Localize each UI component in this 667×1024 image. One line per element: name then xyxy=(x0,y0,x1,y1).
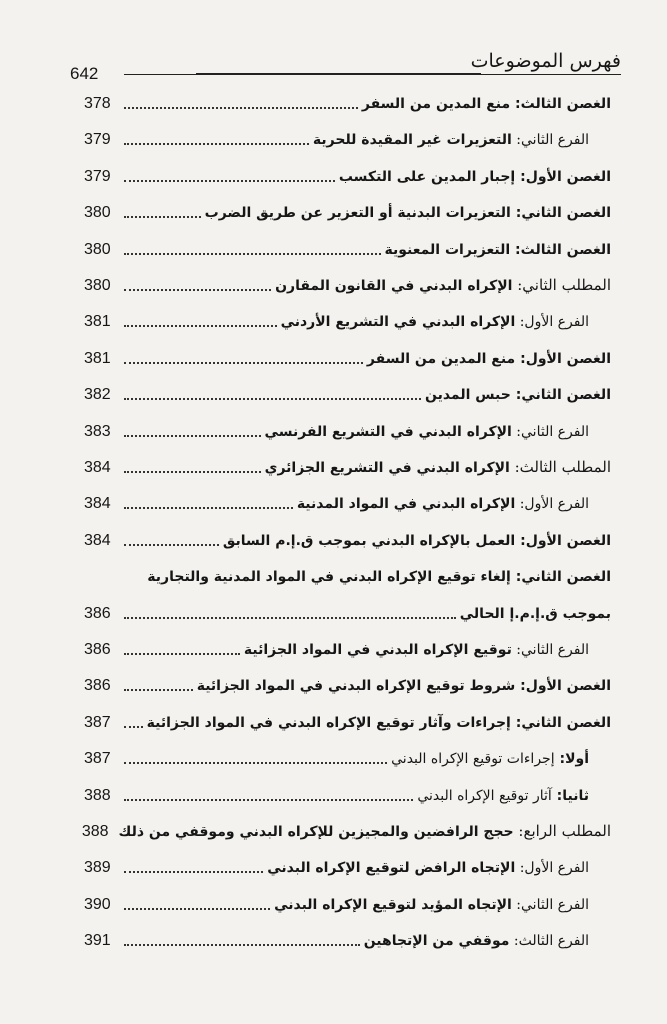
toc-entry-label xyxy=(223,531,611,551)
toc-entry-page: 387 xyxy=(84,750,111,768)
toc-entry-label xyxy=(417,786,589,806)
dot-leader xyxy=(124,362,363,364)
dot-leader xyxy=(124,289,271,291)
toc-entry-label xyxy=(265,422,589,442)
toc-entry-title: منع المدين من السفر xyxy=(361,96,511,112)
toc-entry-page: 379 xyxy=(84,167,111,185)
toc-entry-title: الإتجاه المؤيد لتوقيع الإكراه البدني xyxy=(274,896,512,913)
toc-entry xyxy=(84,707,611,733)
toc-entry-page: 386 xyxy=(84,677,111,695)
toc-entry-kind: المطلب الثالث: xyxy=(509,458,611,476)
toc-entry xyxy=(84,270,611,296)
toc-entry-label xyxy=(391,749,589,769)
dot-leader xyxy=(124,180,335,182)
toc-entry-label xyxy=(339,167,611,187)
toc-entry-label xyxy=(275,275,611,296)
dot-leader xyxy=(124,871,263,873)
toc-entry-title: الإكراه البدني في التشريع الفرنسي xyxy=(264,423,512,440)
toc-entry-page: 388 xyxy=(84,786,111,804)
toc-entry xyxy=(84,925,589,951)
toc-entry xyxy=(84,561,611,587)
toc-entry-title: الإتجاه الرافض لتوقيع الإكراه البدني xyxy=(267,860,516,877)
dot-leader xyxy=(124,762,387,764)
toc-entry-kind: الغصن الأول: xyxy=(515,532,611,549)
toc-entry-label xyxy=(119,821,611,842)
toc-entry xyxy=(84,670,611,696)
toc-entry-page: 378 xyxy=(84,95,111,112)
toc-entry-kind: الفرع الثاني: xyxy=(511,132,589,149)
toc-entry-label xyxy=(362,94,611,114)
toc-entry xyxy=(84,488,589,514)
toc-entry-kind: الغصن الأول: xyxy=(515,678,611,695)
toc-entry-page: 386 xyxy=(84,604,111,622)
toc-entry-page: 381 xyxy=(84,313,111,331)
toc-entry-kind: الفرع الأول: xyxy=(515,496,589,513)
toc-entry xyxy=(84,598,611,624)
toc-entry-kind: الغصن الثاني: xyxy=(510,387,611,404)
toc-entry-kind: الفرع الثاني: xyxy=(511,423,589,440)
toc-entry-kind: الغصن الأول: xyxy=(515,168,611,185)
toc-entry-title: إلغاء توقيع الإكراه البدني في المواد المدنية والتجارية xyxy=(147,569,511,586)
toc-entry xyxy=(84,161,611,187)
dot-leader xyxy=(124,325,277,327)
toc-entry-page: 388 xyxy=(81,823,109,840)
toc-entry-title: الإكراه البدني في القانون المقارن xyxy=(275,278,513,294)
toc-entry xyxy=(84,780,589,806)
toc-entry-title: حبس المدين xyxy=(424,387,511,404)
toc-entry-title: الإكراه البدني في التشريع الجزائري xyxy=(264,460,510,476)
toc-entry-label xyxy=(197,676,611,696)
toc-entry-page: 384 xyxy=(84,531,111,549)
toc-entry-kind: الغصن الثالث: xyxy=(510,241,611,258)
toc-entry-label xyxy=(267,858,589,878)
toc-entry-kind: الفرع الأول: xyxy=(515,860,589,877)
toc-entry xyxy=(84,525,611,551)
dot-leader xyxy=(124,398,421,400)
toc-entry-title: الإكراه البدني في المواد المدنية xyxy=(296,496,516,513)
toc-entry xyxy=(81,816,611,842)
running-header-title: فهرس الموضوعات xyxy=(470,50,621,72)
toc-entry-page: 390 xyxy=(84,895,111,913)
toc-entry xyxy=(84,452,611,478)
dot-leader xyxy=(124,471,261,473)
toc-entry-kind: الفرع الثاني: xyxy=(511,896,589,913)
toc-entry-page: 380 xyxy=(84,277,111,294)
toc-entry-kind: الغصن الثاني: xyxy=(510,205,611,222)
toc-entry-title: إجبار المدين على التكسب xyxy=(338,168,516,185)
toc-entry-label xyxy=(281,312,589,332)
dot-leader xyxy=(124,435,261,437)
toc-entry-label xyxy=(297,494,589,514)
toc-entry-title: التعزيرات البدنية أو التعزير عن طريق الضرب xyxy=(204,205,511,222)
toc-entry-label xyxy=(147,713,611,733)
toc-entry-kind: الفرع الثاني: xyxy=(511,642,589,658)
toc-entry-title: شروط توقيع الإكراه البدني في المواد الجزائية xyxy=(196,678,516,695)
toc-entry xyxy=(84,306,589,332)
toc-entry-title: الإكراه البدني في التشريع الأردني xyxy=(280,314,516,331)
toc-entry-page: 381 xyxy=(84,349,111,367)
toc-entry-title: موقفي من الإتجاهين xyxy=(363,933,510,950)
toc-entry-label xyxy=(367,349,611,369)
toc-entry-title: توقيع الإكراه البدني في المواد الجزائية xyxy=(243,642,512,658)
toc-entry-page: 389 xyxy=(84,859,111,877)
toc-entry-title: حجج الرافضين والمجيزين للإكراه البدني وموقفي من ذلك xyxy=(118,824,514,840)
dot-leader xyxy=(124,143,309,145)
toc-entry xyxy=(84,889,589,915)
toc-entry-kind: ثانيا: xyxy=(551,787,589,804)
dot-leader xyxy=(124,107,358,109)
toc-entry-page: 384 xyxy=(84,459,111,476)
toc-entry-page: 379 xyxy=(84,131,111,149)
toc-entry-label xyxy=(274,895,589,915)
dot-leader xyxy=(124,908,270,910)
dot-leader xyxy=(124,216,201,218)
toc-entry-title: آثار توقيع الإكراه البدني xyxy=(417,787,552,804)
toc-entry-kind: أولا: xyxy=(554,751,589,768)
toc-entry-title: بموجب ق.إ.م.إ الحالي xyxy=(459,605,611,622)
toc-entry-label xyxy=(460,604,611,624)
toc-entry-page: 384 xyxy=(84,495,111,513)
toc-entry xyxy=(84,124,589,150)
toc-entry-title: العمل بالإكراه البدني بموجب ق.إ.م السابق xyxy=(222,532,516,549)
toc-entry-kind: الغصن الأول: xyxy=(515,350,611,367)
toc-entry-title: التعزيرات غير المقيدة للحرية xyxy=(312,132,512,149)
toc-entry-label xyxy=(265,457,611,478)
toc-entry-label xyxy=(425,385,611,405)
toc-entry-label xyxy=(385,240,611,260)
toc-entry xyxy=(84,852,589,878)
toc-entry-kind: الفرع الثالث: xyxy=(509,933,589,950)
toc-entry-title: إجراءات وآثار توقيع الإكراه البدني في المواد الجزائية xyxy=(146,714,511,731)
toc-entry-label xyxy=(364,931,589,951)
toc-entry-kind: الغصن الثاني: xyxy=(510,714,611,731)
toc-entry xyxy=(84,234,611,260)
toc-entry xyxy=(84,416,589,442)
toc-entry-kind: الغصن الثاني: xyxy=(510,569,611,586)
toc-entry xyxy=(84,88,611,114)
toc-entry-page: 380 xyxy=(84,240,111,258)
toc-entry-kind: المطلب الثاني: xyxy=(512,276,611,294)
toc-entry-kind: الفرع الأول: xyxy=(515,314,589,331)
toc-entry-label xyxy=(244,640,589,660)
toc-entry-page: 386 xyxy=(84,641,111,658)
dot-leader xyxy=(124,689,193,691)
dot-leader xyxy=(124,617,456,619)
toc-entry xyxy=(84,634,589,660)
toc-entry-page: 391 xyxy=(84,932,111,950)
dot-leader xyxy=(124,653,240,655)
toc-entry-page: 383 xyxy=(84,422,111,440)
toc-entry-kind: المطلب الرابع: xyxy=(513,822,611,840)
toc-entry-title: التعزيرات المعنوية xyxy=(384,241,511,258)
toc-entry-page: 382 xyxy=(84,386,111,404)
page-number: 642 xyxy=(70,64,99,83)
dot-leader xyxy=(124,544,219,546)
dot-leader xyxy=(124,507,293,509)
toc-entry xyxy=(84,343,611,369)
dot-leader xyxy=(124,253,381,255)
toc-entry-page: 380 xyxy=(84,204,111,222)
toc-entry-label xyxy=(205,203,611,223)
dot-leader xyxy=(124,726,143,728)
toc-entry-page: 387 xyxy=(84,713,111,731)
page-number-rule xyxy=(124,74,621,75)
toc-entry-label xyxy=(313,130,589,150)
toc-entry-kind: الغصن الثالث: xyxy=(510,96,611,112)
toc-entry xyxy=(84,743,589,769)
toc-entry-label xyxy=(147,567,611,587)
dot-leader xyxy=(124,944,360,946)
toc-entry-title: منع المدين من السفر xyxy=(366,350,516,367)
toc-entry xyxy=(84,379,611,405)
toc-entry xyxy=(84,197,611,223)
dot-leader xyxy=(124,799,413,801)
toc-entry-title: إجراءات توقيع الإكراه البدني xyxy=(391,751,555,768)
